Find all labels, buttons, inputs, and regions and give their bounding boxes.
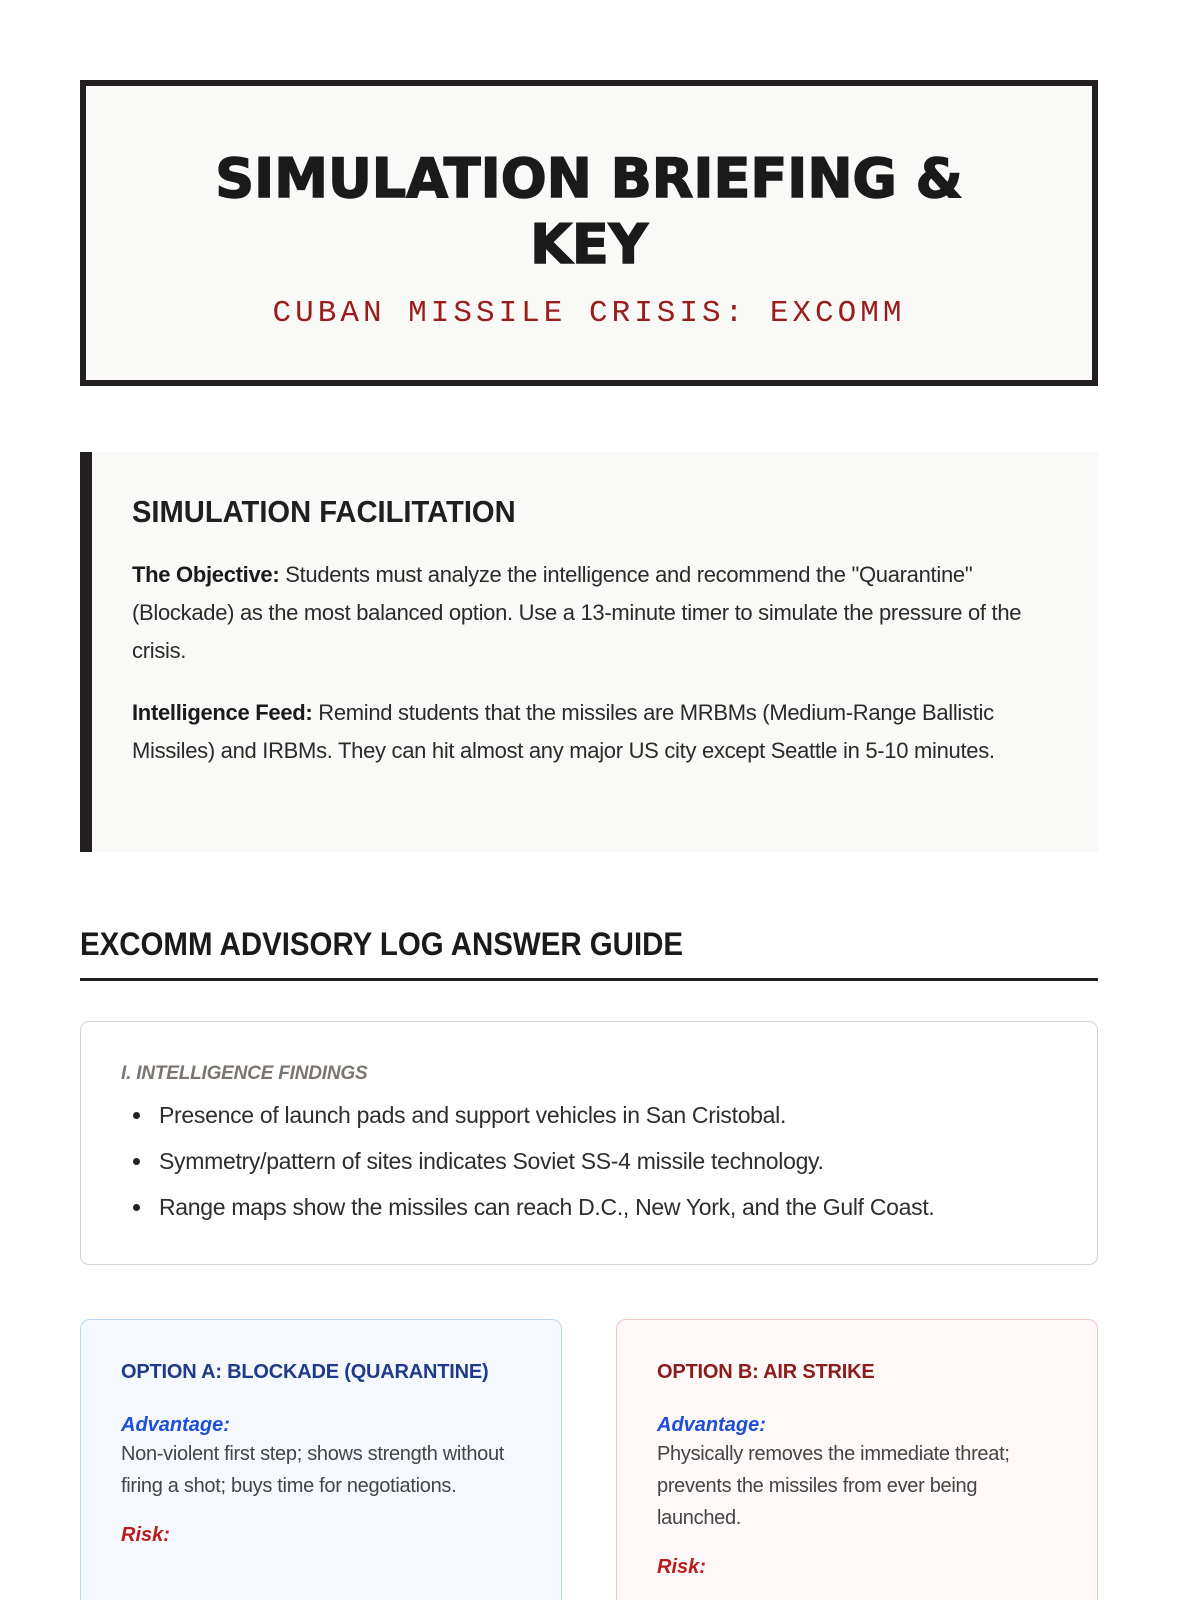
- option-title: OPTION B: AIR STRIKE: [657, 1361, 875, 1383]
- list-item: [131, 1092, 1057, 1138]
- list-item-text: Presence of launch pads and support vehicles in San Cristobal.: [159, 1102, 787, 1128]
- intelligence-feed-text: Remind students that the missiles are MRBMs (Medium-Range Ballistic Missiles) and IRBMs. They can hit almost any major US city except Seattle in 5-10 minutes.: [132, 700, 995, 763]
- advantage-label: Advantage:: [121, 1414, 230, 1436]
- list-item-text: Symmetry/pattern of sites indicates Soviet SS-4 missile technology.: [159, 1148, 824, 1174]
- intelligence-feed-paragraph: [132, 694, 1058, 770]
- findings-list: [121, 1092, 1057, 1230]
- objective-text: Students must analyze the intelligence and recommend the "Quarantine" (Blockade) as the most balanced option. Use a 13-minute timer to simulate the pressure of the crisis.: [132, 562, 1022, 663]
- list-item-text: Range maps show the missiles can reach D.C., New York, and the Gulf Coast.: [159, 1194, 935, 1220]
- option-card-air-strike: [616, 1319, 1098, 1600]
- bullet-icon: [133, 1112, 140, 1119]
- options-grid: [80, 1319, 1098, 1600]
- objective-paragraph: [132, 556, 1058, 670]
- facilitation-panel: [80, 452, 1098, 852]
- intelligence-feed-label: Intelligence Feed:: [132, 700, 313, 725]
- advantage-text: Non-violent first step; shows strength without firing a shot; buys time for negotiations.: [121, 1443, 505, 1497]
- facilitation-heading: SIMULATION FACILITATION: [132, 494, 516, 529]
- list-item: [131, 1184, 1057, 1230]
- page-title: SIMULATION BRIEFING & KEY: [215, 147, 963, 276]
- risk-label: Risk:: [121, 1524, 170, 1546]
- title-box: [80, 80, 1098, 386]
- bullet-icon: [133, 1204, 140, 1211]
- bullet-icon: [133, 1158, 140, 1165]
- briefing-page: [80, 80, 1098, 1600]
- advantage-label: Advantage:: [657, 1414, 766, 1436]
- objective-label: The Objective:: [132, 562, 280, 587]
- advantage-text: Physically removes the immediate threat; prevents the missiles from ever being launched.: [657, 1443, 1010, 1529]
- page-subtitle: CUBAN MISSILE CRISIS: EXCOMM: [272, 296, 906, 331]
- intelligence-findings-card: [80, 1021, 1098, 1265]
- risk-label: Risk:: [657, 1556, 706, 1578]
- answer-guide-header: [80, 924, 1098, 981]
- list-item: [131, 1138, 1057, 1184]
- answer-guide-heading: EXCOMM ADVISORY LOG ANSWER GUIDE: [80, 926, 684, 962]
- option-title: OPTION A: BLOCKADE (QUARANTINE): [121, 1361, 489, 1383]
- findings-heading: I. INTELLIGENCE FINDINGS: [121, 1063, 368, 1084]
- option-card-blockade: [80, 1319, 562, 1600]
